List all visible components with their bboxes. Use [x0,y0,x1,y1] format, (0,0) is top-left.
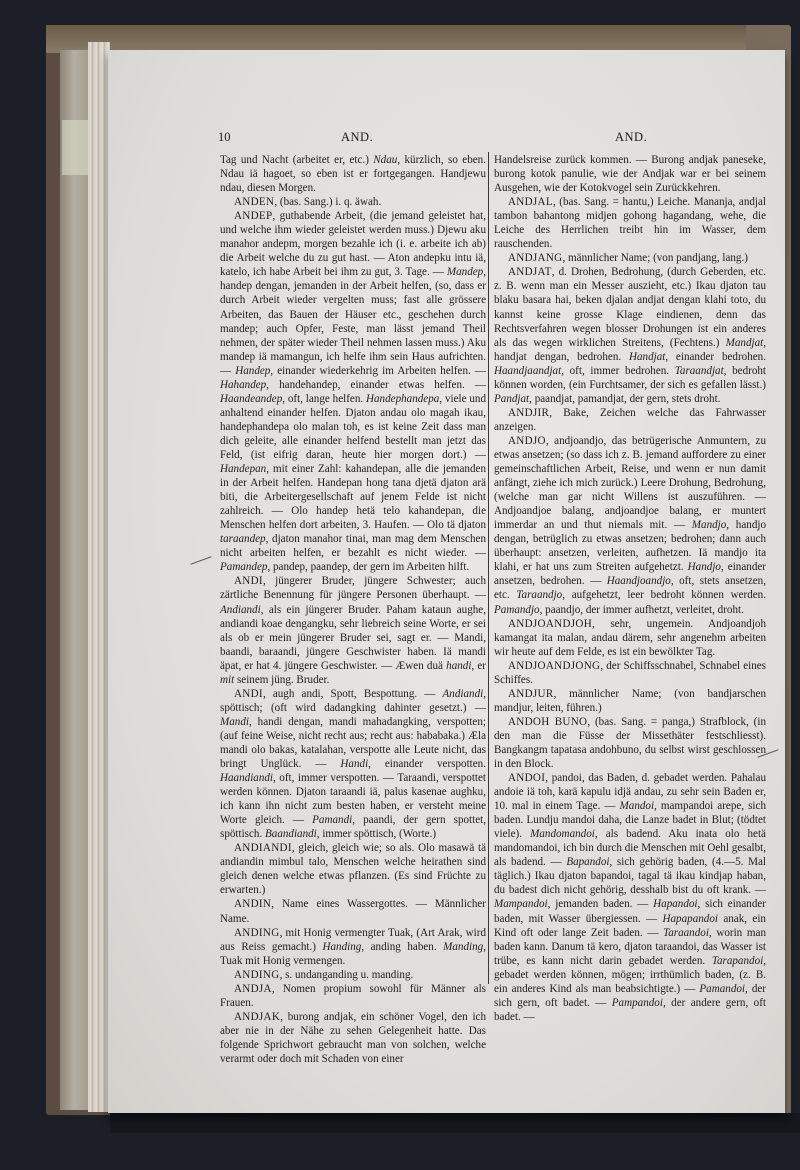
running-head-right: AND. [615,130,648,144]
entry-headword: ANDJA [234,982,272,995]
entry-headword: ANDJIR [508,406,550,419]
entry-text: , (bas. Sang. = hantu,) Leiche. Mananja, andjal tambon bahantong midjen gohong hagandang, wehe, die Leiche des Herrlichen treibt hin im Wasser, dem rauschenden. [494,196,766,251]
running-head-left: AND. [341,130,374,144]
page-edges [88,42,110,1112]
entry-text: , jüngerer Bruder, jüngere Schwester; auch zärtliche Benennung für jüngere Personen überhaupt. — Andiandi, als ein jüngerer Bruder. Paham kataun aughe, andiandi koae dengangku, sehr liebreich seine Worte, er sei als ob er mein jüngerer Bruder sei, sagt er. — Mandi, baandi, baraandi, jüngere Geschwister haben. Iä mandi äpat, er hat 4. jüngere Geschwister. — Æwen duä handi, er mit seinem jüng. Bruder. [220,575,486,686]
entry-text: , d. Drohen, Bedrohung, (durch Geberden, etc. z. B. wenn man ein Messer auszieht, etc.) Ikau djaton tau blaku basara hai, beken djalan andjat dengan klahi toto, du kannst keine grosse Klage eindienen, denn das Rechtsverfahren wegen blosser Drohungen ist ein anderes als das wegen wirklichen Streitens, (Fechtens.) Mandjat, handjat dengan, bedrohen. Handjat, einander bedrohen. Haandjaandjat, oft, immer bedrohen. Taraandjat, bedroht können worden, (ein Furchtsamer, der sich es gefallen lässt.) Pandjat, paandjat, pamandjat, der gern, stets droht. [494,266,767,405]
entry-text: Handelsreise zurück kommen. — Burong andjak paneseke, burong kotok panulie, wie der Andjak war er bei seinem Ausgehen, wie der Kotokvogel sein Zurückkehren. [494,154,766,195]
entry-headword: ANDEP [234,210,273,223]
entry-headword: ANDJOANDJOH [508,617,593,630]
dictionary-entry [494,265,766,405]
entry-headword: ANDI [234,575,263,588]
dictionary-entry [220,897,486,925]
dictionary-entry [220,195,486,209]
dictionary-entry [494,687,766,715]
entry-headword: ANDING [234,926,280,939]
entry-text: Tag und Nacht (arbeitet er, etc.) Ndau, kürzlich, so eben. Ndau iä hagoet, so eben ist er fortgegangen. Handjewu ndau, diesen Morgen. [220,154,486,195]
page-header [218,130,768,144]
entry-text: , pandoi, das Baden, d. gebadet werden. Pahalau andoie iä toh, karä kapulu idjä andau, zu sehr sein Baden er, 10. mal in einem Tage. — Mandoi, mampandoi arepe, sich baden. Lundju mandoi daha, die Lanze badet in Blut; (tödtet viele). Mandomandoi, als badend. Aku inata olo hetä mandomandoi, ich bin durch die Menschen mit Oehl gesalbt, als badend. — Bapandoi, sich gehörig baden, (4.—5. Mal täglich.) Ikau djaton bapandoi, tagal tä ikau kindjap haban, du badest dich nicht gehörig, desshalb bist du oft krank. — Mampandoi, jemanden baden. — Hapandoi, sich einander baden, mit Wasser übergiessen. — Hapapandoi anak, ein Kind oft oder lange Zeit baden. — Taraandoi, worin man baden kann. Danum tä kero, djaton taraandoi, das Wasser ist trübe, es kann nicht darin gebadet werden. Tarapandoi, gebadet werden können, mögen; irrthümlich baden, (z. B. ein anderes Kind als man beabsichtigte.) — Pamandoi, der sich gern, oft badet. — Pampandoi, der andere gern, oft badet. — [494,772,767,1023]
entry-text: , sehr, ungemein. Andjoandjoh kamangat ita malan, andau därem, sehr angenehm arbeiten wir heute auf dem Felde, es ist ein bewölkter Tag. [494,617,766,658]
dictionary-entry [494,251,766,265]
entry-headword: ANDIN [234,898,272,911]
column-divider [488,152,489,984]
entry-headword: ANDI [234,687,263,700]
dictionary-entry [220,841,486,897]
dictionary-entry [494,617,766,659]
entry-headword: ANDJUR [508,687,554,700]
dictionary-entry [494,715,766,771]
entry-text: , guthabende Arbeit, (die jemand geleistet hat, und welche ihm wieder geleistet werden muss.) Djewu aku manahor andepm, morgen bezahle ich (i. e. arbeite ich ab) die Arbeit welche du zu gut hast. — Aton andepku intu iä, katelo, ich habe Arbeit bei ihm zu gut, 3. Tage. — Mandep, handep dengan, jemanden in der Arbeit helfen, (so, dass er durch Arbeit wieder vergelten muss; fast alle grössere Arbeiten, das Bauen der Häuser etc., geschehen durch mandep; auch Opfer, Feste, man lässt jemand Theil nehmen, der später wieder Theil nehmen lassen muss.) Aku mandep iä mamangun, ich helfe ihm sein Haus aufrichten. — Handep, einander wiederkehrig im Arbeiten helfen. — Hahandep, handehandep, einander etwas helfen. — Haandeandep, oft, lange helfen. Handephandepa, viele und anhaltend einander helfen. Djaton andau olo magah ikau, handephandepa olo malan toh, es ist keine Zeit dass man dich geleite, alle einander helfend bestellt man jetzt das Feld, (ist eifrig daran, heute hier morgen dort.) — Handepan, mit einer Zahl: kahandepan, alle die jemanden in der Arbeit helfen. Handepan hong tana djetä djaton arä biti, die Arbeitergesellschaft auf jenem Felde ist nicht zahlreich. — Olo handep hetä telo kahandepan, die Menschen helfen dort arbeiten, 3. Haufen. — Olo tä djaton taraandep, djaton manahor tinai, man mag dem Menschen nicht arbeiten helfen, er bezahlt es nicht wieder. — Pamandep, pandep, paandep, der gern im Arbeiten hilft. [220,210,487,574]
dictionary-entry [494,406,766,434]
entry-text: , burong andjak, ein schöner Vogel, den ich aber nie in der Nähe zu sehen Gelegenheit hatte. Das folgende Sprichwort gebraucht man von solchen, welche verarmt oder doch mit Schaden von einer [220,1010,486,1065]
entry-headword: ANDJAT [508,266,552,279]
dictionary-entry [494,434,766,617]
dictionary-entry [220,153,486,195]
entry-text: , männlicher Name; (von pandjang, lang.) [562,252,748,265]
entry-text: , gleich, gleich wie; so als. Olo masawä tä andiandin mimbul talo, Menschen welche heirathen sind gleich denen welche etwas pflanzen. (Es sind Früchte zu erwarten.) [220,842,486,897]
entry-text: , andjoandjo, das betrügerische Anmuntern, zu etwas ansetzen; (so dass ich z. B. jemand auffordere zu einer gemeinschaftlichen Arbeit, Reise, und wenn er nun damit anfängt, ziehe ich mich zurück.) Leere Drohung, Bedrohung, (welche man gar nicht Willens ist auszuführen. — Andjoandjoe balang, andjoandjoe balang, er muntert immerdar an und thut niemals mit. — Mandjo, handjo dengan, betrüglich zu etwas ansetzen; bedrohen; dann auch überhaupt: ansetzen, verleiten, aufhetzen. Iä mandjo ita klahi, er hat uns zum Streiten aufgehetzt. Handjo, einander ansetzen, bedrohen. — Haandjoandjo, oft, stets ansetzen, etc. Taraandjo, aufgehetzt, leer bedroht können werden. Pamandjo, paandjo, der immer aufhetzt, verleitet, droht. [494,434,766,616]
entry-headword: ANDEN [234,196,275,209]
entry-text: , der Schiffsschnabel, Schnabel eines Schiffes. [494,659,766,686]
entry-text: , mit Honig vermengter Tuak, (Art Arak, wird aus Reiss gemacht.) Handing, anding haben. Manding, Tuak mit Honig vermengen. [220,926,486,967]
entry-text: , s. undanganding u. manding. [279,968,414,981]
entry-headword: ANDJAL [508,196,553,209]
entry-text: , (bas. Sang. = panga,) Strafblock, (in den man die Füsse der Missethäter festschliesst). Bangkangm tapatasa andohbuno, du selbst wirst geschlossen in den Block. [494,715,767,771]
cover-top-edge [46,25,746,53]
right-column [494,153,766,1024]
page-number: 10 [218,130,231,144]
entry-text: , männlicher Name; (von bandjarschen mandjur, leiten, führen.) [494,687,766,714]
entry-text: , augh andi, Spott, Bespottung. — Andiandi, spöttisch; (oft wird dadangking dahinter gesetzt.) — Mandi, handi dengan, mandi mahadangking, verspotten; (auf feine Weise, nicht recht aus; recht aus: hababaka.) Æla mandi olo bakas, katalahan, verspotte alle Leute nicht, das bringt Unglück. — Handi, einander verspotten. Haandiandi, oft, immer verspotten. — Taraandi, verspottet werden können. Djaton taraandi iä, palus kasenae aughku, ich kann ihn nicht zum besten haben, er versteht meine Worte gleich. — Pamandi, paandi, der gern spottet, spöttisch. Baandiandi, immer spöttisch, (Worte.) [220,687,486,841]
dictionary-entry [494,771,766,1024]
dictionary-entry [494,195,766,251]
entry-text: , Bake, Zeichen welche das Fahrwasser anzeigen. [494,406,766,433]
dictionary-entry [494,659,766,687]
page-shadow [110,1113,800,1133]
dictionary-entry [220,1010,486,1066]
dictionary-entry [220,209,486,574]
entry-headword: ANDJO [508,434,546,447]
entry-headword: ANDOH BUNO [508,715,588,728]
dictionary-entry [220,968,486,982]
dictionary-entry [220,687,486,842]
entry-headword: ANDJOANDJONG [508,659,601,672]
entry-headword: ANDOI [508,772,546,785]
entry-headword: ANDIANDI [234,842,292,855]
dictionary-entry [494,153,766,195]
entry-headword: ANDJANG [508,252,563,265]
dictionary-entry [220,982,486,1010]
left-column [220,153,486,1066]
entry-headword: ANDJAK [234,1010,281,1023]
entry-text: , Nomen propium sowohl für Männer als Frauen. [220,982,486,1009]
entry-headword: ANDING [234,968,280,981]
dictionary-entry [220,574,486,686]
entry-text: , Name eines Wassergottes. — Männlicher Name. [220,898,486,925]
dictionary-entry [220,926,486,968]
entry-text: , (bas. Sang.) i. q. äwah. [274,196,382,209]
